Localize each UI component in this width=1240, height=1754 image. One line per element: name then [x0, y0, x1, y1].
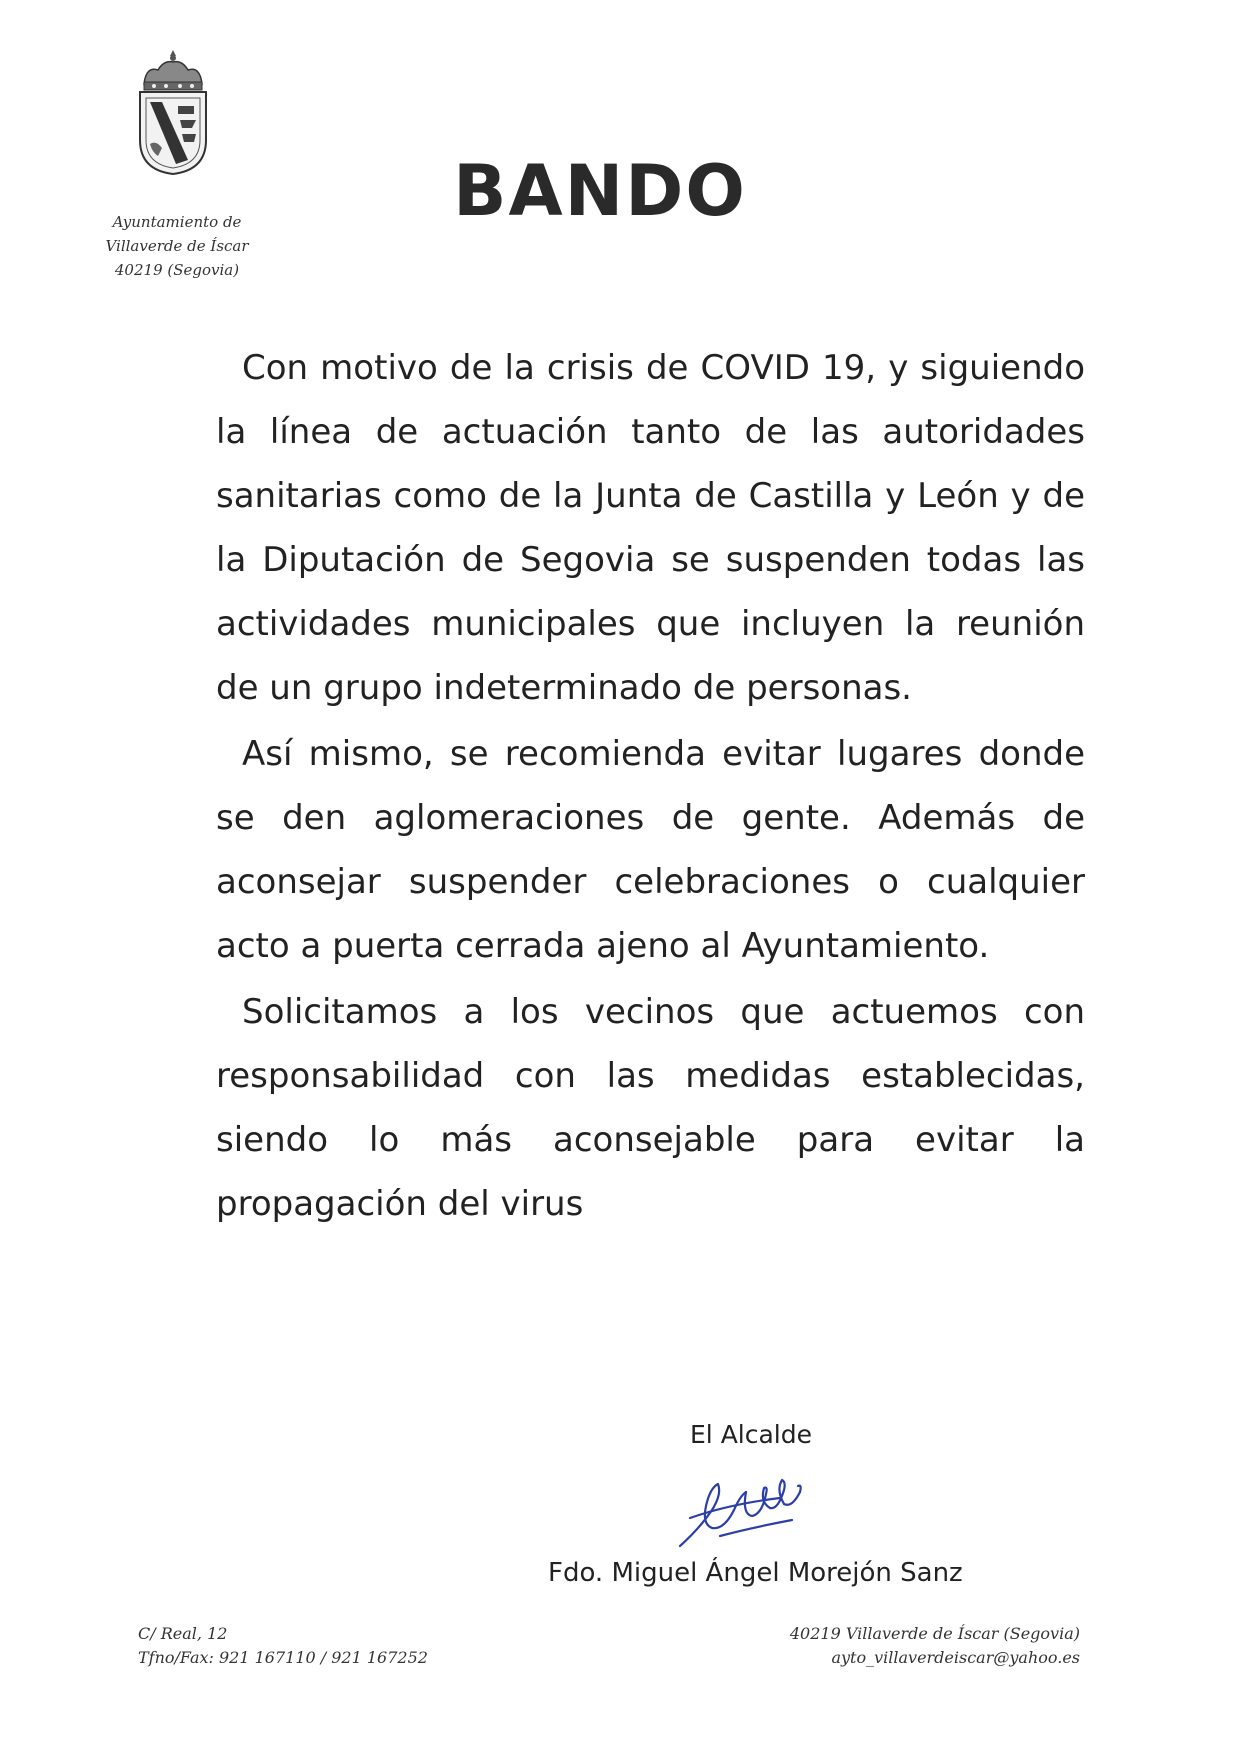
paragraph-3: Solicitamos a los vecinos que actuemos con responsabilidad con las medidas establecidas, siendo lo más aconsejable para evitar la propagación del virus	[216, 992, 1085, 1224]
street-address: C/ Real, 12	[138, 1624, 228, 1643]
announcement-body	[216, 336, 1085, 1236]
email-address: ayto_villaverdeiscar@yahoo.es	[831, 1648, 1080, 1667]
phone-fax: Tfno/Fax: 921 167110 / 921 167252	[138, 1648, 428, 1667]
municipal-coat-of-arms-icon	[132, 48, 214, 178]
signer-name: Fdo. Miguel Ángel Morejón Sanz	[548, 1558, 963, 1588]
municipality-line-1: Ayuntamiento de	[112, 213, 242, 231]
footer-address	[138, 1622, 498, 1670]
town-postal: 40219 Villaverde de Íscar (Segovia)	[789, 1624, 1080, 1643]
municipality-letterhead	[92, 210, 262, 282]
paragraph-2: Así mismo, se recomienda evitar lugares donde se den aglomeraciones de gente. Además de aconsejar suspender celebraciones o cualquier acto a puerta cerrada ajeno al Ayuntamiento.	[216, 734, 1085, 966]
municipality-line-3: 40219 (Segovia)	[114, 261, 240, 279]
signer-role: El Alcalde	[690, 1420, 812, 1449]
handwritten-signature-icon	[660, 1458, 830, 1558]
footer-contact	[700, 1622, 1080, 1670]
municipality-line-2: Villaverde de Íscar	[105, 237, 249, 255]
document-title: BANDO	[453, 150, 747, 232]
paragraph-1: Con motivo de la crisis de COVID 19, y siguiendo la línea de actuación tanto de las autoridades sanitarias como de la Junta de Castilla y León y de la Diputación de Segovia se suspenden todas las actividades municipales que incluyen la reunión de un grupo indeterminado de personas.	[216, 348, 1085, 708]
